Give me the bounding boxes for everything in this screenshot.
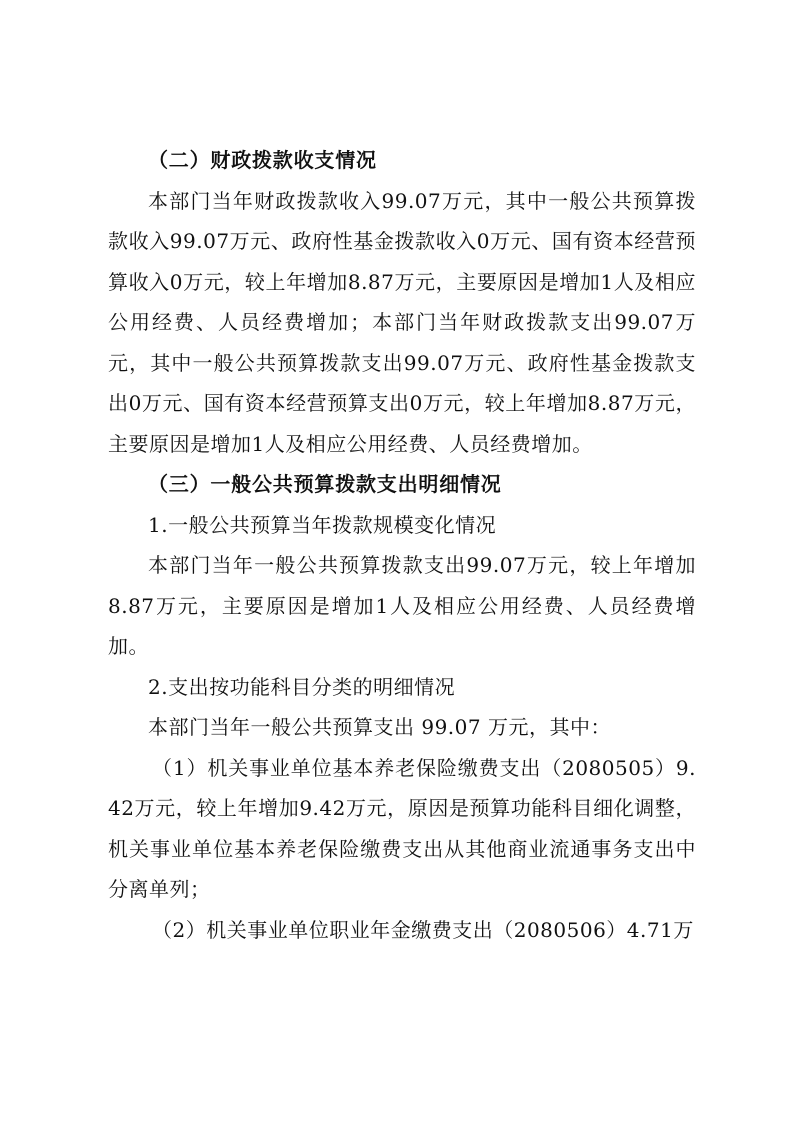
section-heading-fiscal-appropriation: （二）财政拨款收支情况 — [148, 148, 377, 172]
paragraph-scale-change: 本部门当年一般公共预算拨款支出99.07万元，较上年增加8.87万元，主要原因是增加1人及相应公用经费、人员经费增加。 — [108, 553, 696, 658]
subheading-scale-change: 1.一般公共预算当年拨款规模变化情况 — [148, 512, 497, 537]
paragraph-fiscal-appropriation: 本部门当年财政拨款收入99.07万元，其中一般公共预算拨款收入99.07万元、政府性基金拨款收入0万元、国有资本经营预算收入0万元，较上年增加8.87万元，主要原因是增加1人及相应公用经费、人员经费增加；本部门当年财政拨款支出99.07万元，其中一般公共预算拨款支出99.07万元、政府性基金拨款支出0万元、国有资本经营预算支出0万元，较上年增加8.87万元，主要原因是增加1人及相应公用经费、人员经费增加。 — [108, 188, 696, 456]
subheading-functional-classification: 2.支出按功能科目分类的明细情况 — [148, 674, 456, 699]
document-body — [108, 140, 696, 950]
paragraph-functional-intro: 本部门当年一般公共预算支出 99.07 万元，其中： — [148, 715, 611, 739]
list-item-pension-insurance: （1）机关事业单位基本养老保险缴费支出（2080505）9.42万元，较上年增加9.42万元，原因是预算功能科目细化调整，机关事业单位基本养老保险缴费支出从其他商业流通事务支出中分离单列； — [108, 755, 696, 901]
section-heading-general-budget-details: （三）一般公共预算拨款支出明细情况 — [148, 472, 502, 496]
list-item-occupational-annuity: （2）机关事业单位职业年金缴费支出（2080506）4.71万 — [152, 917, 694, 942]
